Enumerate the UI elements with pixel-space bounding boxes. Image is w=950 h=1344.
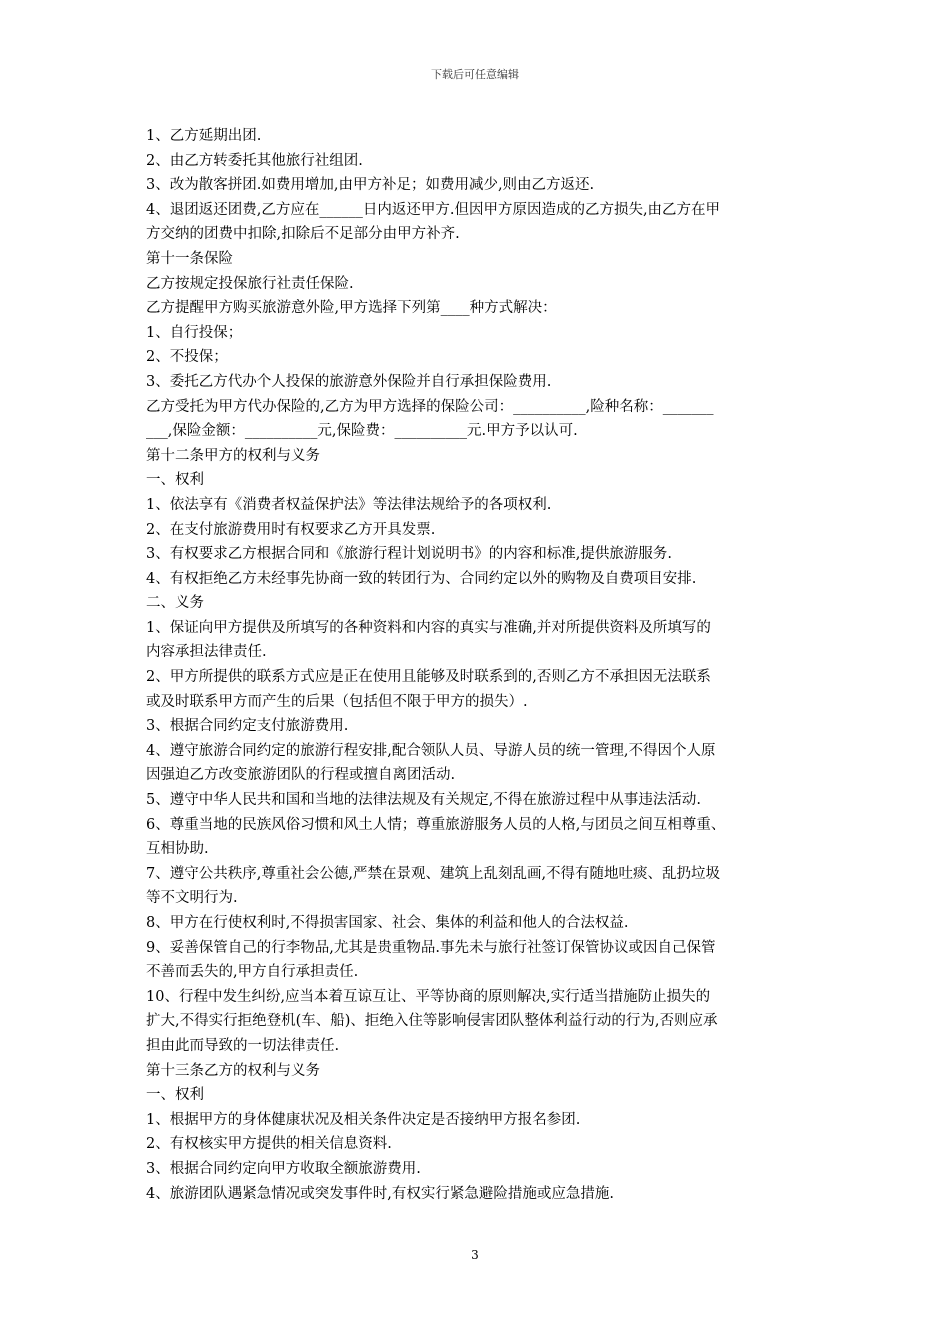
text-line: 1、根据甲方的身体健康状况及相关条件决定是否接纳甲方报名参团. bbox=[146, 1111, 581, 1128]
text-line: 乙方按规定投保旅行社责任保险. bbox=[146, 275, 354, 292]
text-line: 一、权利 bbox=[146, 472, 204, 489]
text-line: 扩大,不得实行拒绝登机(车、船)、拒绝入住等影响侵害团队整体利益行动的行为,否则应承 bbox=[146, 1013, 718, 1030]
text-line: 3、改为散客拼团.如费用增加,由甲方补足；如费用减少,则由乙方返还. bbox=[146, 177, 595, 194]
text-line: 内容承担法律责任. bbox=[146, 644, 267, 661]
text-line: 10、行程中发生纠纷,应当本着互谅互让、平等协商的原则解决,实行适当措施防止损失的 bbox=[146, 988, 711, 1005]
page-header: 下载后可任意编辑 bbox=[431, 68, 519, 81]
text-line: 1、乙方延期出团. bbox=[146, 128, 262, 144]
text-line: 4、有权拒绝乙方未经事先协商一致的转团行为、合同约定以外的购物及自费项目安排. bbox=[146, 570, 697, 587]
text-line: ___,保险金额：__________元,保险费：__________元.甲方予以认可. bbox=[146, 423, 578, 440]
page-number: 3 bbox=[471, 1248, 479, 1262]
text-line: 2、在支付旅游费用时有权要求乙方开具发票. bbox=[146, 521, 436, 538]
text-line: 2、不投保； bbox=[146, 349, 228, 366]
text-line: 一、权利 bbox=[146, 1087, 204, 1104]
text-line: 乙方受托为甲方代办保险的,乙方为甲方选择的保险公司：__________,险种名称：_______ bbox=[146, 398, 714, 415]
text-line: 4、退团返还团费,乙方应在______日内返还甲方.但因甲方原因造成的乙方损失,由乙方在甲 bbox=[146, 201, 721, 218]
text-line: 3、有权要求乙方根据合同和《旅游行程计划说明书》的内容和标准,提供旅游服务. bbox=[146, 546, 672, 563]
text-line: 二、义务 bbox=[146, 595, 204, 612]
text-line: 第十二条甲方的权利与义务 bbox=[146, 447, 320, 464]
text-line: 9、妥善保管自己的行李物品,尤其是贵重物品.事先未与旅行社签订保管协议或因自己保管 bbox=[146, 939, 716, 956]
text-line: 2、有权核实甲方提供的相关信息资料. bbox=[146, 1136, 392, 1153]
text-line: 互相协助. bbox=[146, 841, 209, 858]
text-line: 1、自行投保； bbox=[146, 324, 243, 341]
text-line: 3、根据合同约定支付旅游费用. bbox=[146, 718, 349, 735]
document-body bbox=[146, 124, 816, 1206]
text-line: 等不文明行为. bbox=[146, 890, 238, 907]
text-line: 4、旅游团队遇紧急情况或突发事件时,有权实行紧急避险措施或应急措施. bbox=[146, 1185, 614, 1202]
text-line: 1、依法享有《消费者权益保护法》等法律法规给予的各项权利. bbox=[146, 496, 552, 513]
text-line: 担由此而导致的一切法律责任. bbox=[146, 1037, 340, 1054]
text-line: 3、委托乙方代办个人投保的旅游意外保险并自行承担保险费用. bbox=[146, 373, 552, 390]
text-line: 1、保证向甲方提供及所填写的各种资料和内容的真实与准确,并对所提供资料及所填写的 bbox=[146, 619, 711, 636]
text-line: 或及时联系甲方而产生的后果（包括但不限于甲方的损失）. bbox=[146, 693, 528, 710]
text-line: 8、甲方在行使权利时,不得损害国家、社会、集体的利益和他人的合法权益. bbox=[146, 915, 629, 931]
text-line: 乙方提醒甲方购买旅游意外险,甲方选择下列第____种方式解决： bbox=[146, 300, 557, 317]
text-line: 2、由乙方转委托其他旅行社组团. bbox=[146, 152, 363, 169]
text-line: 因强迫乙方改变旅游团队的行程或擅自离团活动. bbox=[146, 767, 456, 784]
text-line: 方交纳的团费中扣除,扣除后不足部分由甲方补齐. bbox=[146, 226, 460, 243]
text-line: 4、遵守旅游合同约定的旅游行程安排,配合领队人员、导游人员的统一管理,不得因个人原 bbox=[146, 742, 716, 759]
text-line: 2、甲方所提供的联系方式应是正在使用且能够及时联系到的,否则乙方不承担因无法联系 bbox=[146, 669, 711, 686]
text-line: 第十三条乙方的权利与义务 bbox=[146, 1062, 320, 1079]
text-line: 5、遵守中华人民共和国和当地的法律法规及有关规定,不得在旅游过程中从事违法活动. bbox=[146, 792, 701, 809]
text-line: 第十一条保险 bbox=[146, 250, 233, 267]
text-line: 3、根据合同约定向甲方收取全额旅游费用. bbox=[146, 1160, 421, 1177]
text-line: 6、尊重当地的民族风俗习惯和风土人情；尊重旅游服务人员的人格,与团员之间互相尊重、 bbox=[146, 816, 726, 833]
text-line: 7、遵守公共秩序,尊重社会公德,严禁在景观、建筑上乱刻乱画,不得有随地吐痰、乱扔垃圾 bbox=[146, 865, 721, 882]
text-line: 不善而丢失的,甲方自行承担责任. bbox=[146, 964, 359, 981]
